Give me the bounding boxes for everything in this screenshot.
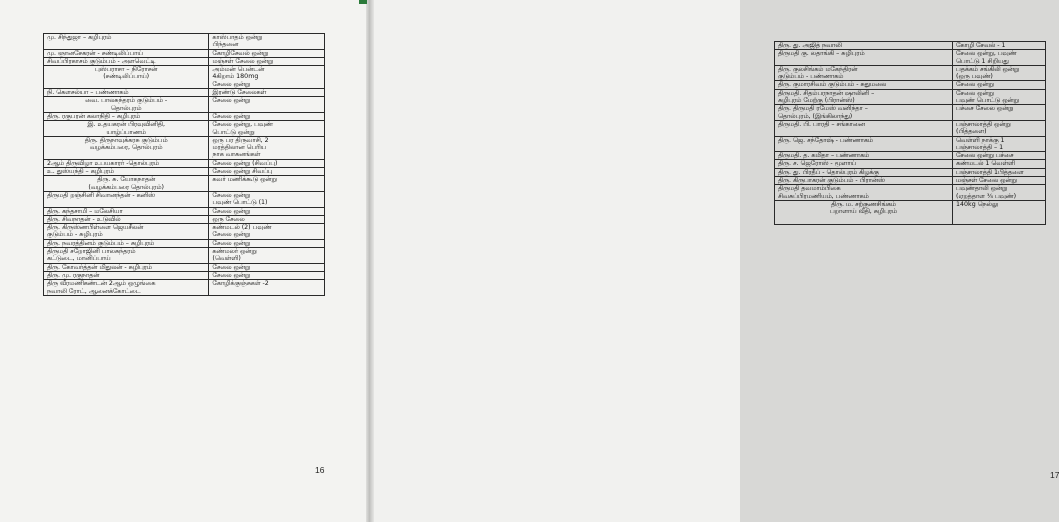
offering-line: சேலை ஒன்று, பவுண் bbox=[212, 121, 273, 129]
table-row bbox=[44, 239, 325, 247]
donor-name-cell bbox=[775, 168, 953, 176]
table-row bbox=[775, 42, 1046, 50]
offering-line: அம்மன் பென்டன் bbox=[212, 66, 265, 74]
offering-line: சேலை ஒன்று bbox=[212, 239, 251, 247]
donor-name-line: திருமதி. பி. பாரதி – சங்கானை bbox=[778, 120, 865, 128]
offering-line: சேலை ஒன்று சிவப்பு bbox=[212, 168, 273, 176]
donor-name-line: திரு. கோவர்த்தன் மிதுலன் - சுழிபுரம் bbox=[47, 263, 152, 271]
offering-cell bbox=[209, 168, 325, 176]
donor-name-cell bbox=[775, 185, 953, 201]
table-row bbox=[44, 263, 325, 271]
page-16 bbox=[0, 0, 370, 522]
offering-cell bbox=[209, 159, 325, 167]
offering-cell bbox=[953, 120, 1046, 136]
table-row bbox=[775, 120, 1046, 136]
donor-name-line: திரு. ஜெ. சந்தோஷ் - பண்ணாகம் bbox=[778, 136, 873, 144]
offering-cell bbox=[209, 263, 325, 271]
offering-cell bbox=[209, 239, 325, 247]
offering-line: பஞ்சாலாத்தி ஒன்று bbox=[956, 120, 1011, 128]
donor-name-line: திரு. ச. ஜெரோஸ் - மூளாய் bbox=[778, 160, 857, 168]
offering-line: வெள்ளி நாக்கு 1 bbox=[956, 136, 1005, 144]
donor-name-line: தொல்புரம், (இங்கிலாந்து) bbox=[778, 112, 853, 120]
offering-cell bbox=[209, 176, 325, 192]
donor-name-line: திரு. திருமதி ரமேஸ் வனிந்தா – bbox=[778, 105, 868, 113]
table-row bbox=[44, 49, 325, 57]
donor-name-line: நவாலி ரோட், ஆனைக்கோட்டை bbox=[47, 287, 141, 295]
donor-name-cell bbox=[44, 224, 209, 240]
table-row bbox=[775, 65, 1046, 81]
offering-line: கோழி சேவல் - 1 bbox=[956, 42, 1006, 49]
offering-line: (வெள்ளி) bbox=[212, 255, 241, 263]
offering-line: ஒரு பர திருவாசி, 2 bbox=[212, 136, 269, 144]
offering-line: சேலை ஒன்று bbox=[212, 207, 251, 215]
offering-line: சேலை ஒன்று பச்சை bbox=[956, 152, 1014, 160]
table-row bbox=[44, 34, 325, 50]
donor-name-line: மு. சிந்துஜா – கழிபுரம் bbox=[47, 34, 112, 41]
donor-name-line: திரு. குமாரசிவம் குடும்பம் - சுதுமலை bbox=[778, 81, 887, 89]
donor-name-line: சிவசுப்பிரமணியம், பண்ணாகம் bbox=[778, 192, 869, 200]
donor-name-line: திருமதி சறோஜினி பாலசுந்தரம் bbox=[47, 248, 136, 256]
offering-cell bbox=[953, 105, 1046, 121]
donor-name-cell bbox=[44, 112, 209, 120]
donor-name-cell bbox=[775, 89, 953, 105]
donor-name-cell bbox=[44, 159, 209, 167]
donor-name-line: திரு. நவரத்தினம் குடும்பம் – சுழிபுரம் bbox=[47, 239, 155, 247]
donor-name-cell bbox=[775, 42, 953, 50]
table-row bbox=[775, 177, 1046, 185]
offering-line: சேலை ஒன்று bbox=[212, 271, 251, 279]
binding-mark bbox=[359, 0, 367, 4]
offering-line: பவுண்தாலி ஒன்று bbox=[956, 185, 1008, 193]
donor-name-cell bbox=[44, 121, 209, 137]
donor-name-line: குடும்பம் - பண்ணாகம் bbox=[778, 73, 844, 81]
donor-name-line: (சண்டிலிப்பாய்) bbox=[103, 73, 150, 81]
offering-cell bbox=[953, 177, 1046, 185]
table-row bbox=[44, 271, 325, 279]
donor-name-line: திரு. கிருபாகரன் குடும்பம் - பிரான்ஸ் bbox=[778, 177, 885, 185]
table-row bbox=[44, 215, 325, 223]
table-row bbox=[775, 152, 1046, 160]
offering-line: சேலை ஒன்று bbox=[212, 112, 251, 120]
offering-line: பஞ்சாலாத்தி – 1 bbox=[956, 143, 1004, 151]
offering-line: சேலை ஒன்று bbox=[956, 89, 994, 97]
offering-line: காஸ்பாதம் ஒன்று bbox=[212, 34, 263, 41]
offering-cell bbox=[209, 97, 325, 113]
table-row bbox=[44, 57, 325, 65]
page-number-right: 17 bbox=[1050, 470, 1059, 480]
table-row bbox=[44, 66, 325, 89]
offering-line: சேலை ஒன்று bbox=[212, 191, 251, 199]
donor-name-line: 2ஆம் திருவிழா உபயகாரர் -தொல்புரம் bbox=[47, 159, 160, 167]
donor-name-cell bbox=[775, 105, 953, 121]
table-row bbox=[44, 224, 325, 240]
donor-name-line: திரு. மு. ரகுநாதன் bbox=[47, 271, 100, 279]
offering-cell bbox=[209, 112, 325, 120]
donor-name-line: திரு. ம. சற்குணசிங்கம் bbox=[831, 200, 896, 208]
donor-name-cell bbox=[44, 176, 209, 192]
offering-line: மரத்திலான பெரிய bbox=[212, 144, 267, 152]
table-row bbox=[44, 121, 325, 137]
offering-line: ஒரு சேலை bbox=[212, 215, 245, 223]
offering-line: இரண்டு சேலைகள் bbox=[212, 89, 267, 97]
offering-cell bbox=[953, 200, 1046, 224]
donor-name-cell bbox=[775, 160, 953, 168]
donor-name-cell bbox=[775, 65, 953, 81]
offering-line: சேலை ஒன்று bbox=[212, 97, 251, 105]
donor-name-cell bbox=[44, 34, 209, 50]
donor-name-cell bbox=[44, 89, 209, 97]
donor-name-line: குடும்பம் - சுழிபுரம் bbox=[47, 231, 103, 239]
offering-cell bbox=[209, 207, 325, 215]
donor-name-cell bbox=[44, 248, 209, 264]
offering-line: கவர் மணிக்கூடு ஒன்று bbox=[212, 176, 277, 184]
table-row bbox=[775, 160, 1046, 168]
table-row bbox=[44, 207, 325, 215]
donor-name-cell bbox=[775, 200, 953, 224]
offering-line: சேலை ஒன்று bbox=[956, 81, 994, 89]
donor-name-cell bbox=[775, 120, 953, 136]
table-row bbox=[44, 168, 325, 176]
donor-name-line: திருமதி தவமாம்பிகை bbox=[778, 185, 841, 193]
offering-line: கோழிசேவல் ஒன்று bbox=[212, 49, 269, 57]
table-row bbox=[44, 176, 325, 192]
offering-line: (ஏறத்தாள ¾ பவுண்) bbox=[956, 192, 1017, 200]
offering-cell bbox=[209, 89, 325, 97]
table-row bbox=[775, 200, 1046, 224]
offering-cell bbox=[953, 136, 1046, 152]
donor-table-left bbox=[43, 33, 325, 296]
offering-cell bbox=[209, 248, 325, 264]
donor-name-line: யாழ்ப்பாணம் bbox=[106, 128, 146, 136]
table-row bbox=[44, 248, 325, 264]
donor-name-line: திரு. து. அஜித் நவாலி bbox=[778, 42, 842, 49]
offering-line: (ஒரு பவுண்) bbox=[956, 73, 993, 81]
donor-name-cell bbox=[775, 50, 953, 66]
donor-name-line: (வழக்கம்பரை தொல்புரம்) bbox=[88, 183, 164, 191]
book-gutter bbox=[366, 0, 374, 522]
offering-line: பஞ்சாலாத்தி 1பித்தளை bbox=[956, 168, 1024, 176]
offering-cell bbox=[209, 280, 325, 296]
page-number-left: 16 bbox=[315, 465, 325, 475]
donor-name-cell bbox=[775, 152, 953, 160]
offering-cell bbox=[953, 81, 1046, 89]
donor-name-line: நி. கௌசல்யா – பண்ணாகம் bbox=[47, 89, 129, 97]
offering-line: சேலை ஒன்று bbox=[212, 263, 251, 271]
table-row bbox=[775, 168, 1046, 176]
donor-name-cell bbox=[44, 136, 209, 159]
offering-line: 140kg நெல்லு bbox=[956, 200, 999, 208]
donor-name-line: இ. உதயகரன் பிரவுவினிதி, bbox=[87, 121, 165, 129]
offering-line: மஞ்சள் சேலை ஒன்று bbox=[956, 177, 1017, 185]
donor-name-cell bbox=[44, 263, 209, 271]
table-row bbox=[44, 136, 325, 159]
offering-line: சேலை ஒன்று, பவுண் bbox=[956, 50, 1017, 58]
offering-line: பொட்டு 1 சிறியது bbox=[956, 57, 1009, 65]
donor-name-line: கட்டுடை, மானிப்பாய் bbox=[47, 255, 111, 263]
offering-cell bbox=[209, 49, 325, 57]
offering-cell bbox=[209, 191, 325, 207]
donor-name-line: திரு. கந்தசாமி – மலேசியா bbox=[47, 207, 123, 215]
donor-name-line: வை. பாலசுந்தரம் குடும்பம் - bbox=[85, 97, 168, 105]
donor-name-cell bbox=[44, 97, 209, 113]
donor-name-line: மு. ஞானசேகரன் - சண்டிலிப்பாய் bbox=[47, 49, 143, 57]
table-row bbox=[44, 89, 325, 97]
offering-line: சேலை ஒன்று (சிவப்பு) bbox=[212, 159, 278, 167]
offering-line: சேலை ஒன்று bbox=[212, 80, 251, 88]
offering-cell bbox=[953, 50, 1046, 66]
donor-name-line: புஸ்பராசா – நிரோசன் bbox=[94, 66, 158, 74]
donor-name-line: திரு. சு. யோகநாதன் bbox=[97, 176, 156, 184]
donor-name-cell bbox=[44, 239, 209, 247]
donor-name-line: உ. துஸ்யந்தி – கழிபுரம் bbox=[47, 168, 114, 176]
offering-cell bbox=[209, 224, 325, 240]
offering-cell bbox=[209, 136, 325, 159]
offering-cell bbox=[209, 34, 325, 50]
donor-name-line: திரு. ரகுபரன் கலாநிதி – சுழிபுரம் bbox=[47, 112, 141, 120]
offering-cell bbox=[209, 66, 325, 89]
donor-name-cell bbox=[775, 177, 953, 185]
table-row bbox=[775, 105, 1046, 121]
offering-cell bbox=[953, 42, 1046, 50]
offering-line: பவுண் பொட்டு ஒன்று bbox=[956, 97, 1019, 105]
offering-line: கண்மடல் 1 வெள்ளி bbox=[956, 160, 1015, 168]
donor-name-line: திருமதி. த. கமிதா – பண்ணாகம் bbox=[778, 152, 870, 160]
offering-line: சேலை ஒன்று bbox=[212, 231, 251, 239]
offering-cell bbox=[953, 160, 1046, 168]
donor-name-line: திரு வீரமணிகண்டன் 2ஆம் ஒழுங்கை bbox=[47, 280, 156, 288]
offering-line: மஞ்சள் சேலை ஒன்று bbox=[212, 57, 274, 65]
offering-line: பதக்கம் சங்கிலி ஒன்று bbox=[956, 65, 1020, 73]
donor-name-cell bbox=[44, 49, 209, 57]
donor-name-line: சுழிபுரம் மேற்கு (பிரான்ஸ்) bbox=[778, 97, 855, 105]
donor-name-line: திரு. து. பிரதீப் - தொல்புரம் கிழக்கு bbox=[778, 168, 879, 176]
offering-line: (பித்தளை) bbox=[956, 128, 987, 136]
table-row bbox=[44, 112, 325, 120]
donor-name-line: திருமதி கு. லதாங்கி – சுழிபுரம் bbox=[778, 50, 865, 58]
offering-line: பச்சை சேலை ஒன்று bbox=[956, 105, 1014, 113]
donor-name-cell bbox=[775, 136, 953, 152]
donor-name-cell bbox=[44, 207, 209, 215]
table-row bbox=[775, 185, 1046, 201]
donor-name-line: திரு. குலசிங்கம் மகேந்திரன் bbox=[778, 65, 858, 73]
offering-line: கண்மடல் (2) பவுண் bbox=[212, 224, 272, 232]
offering-line: நாக வாகனங்கள் bbox=[212, 151, 261, 159]
table-row bbox=[775, 89, 1046, 105]
offering-line: கண்மலர் ஒன்று bbox=[212, 248, 257, 256]
table-row bbox=[44, 97, 325, 113]
donor-name-line: தொல்புரம் bbox=[110, 104, 142, 112]
donor-name-line: திருமதி றஞ்சினி சிவானந்தன் - கனிஸ் bbox=[47, 191, 155, 199]
offering-cell bbox=[209, 271, 325, 279]
offering-cell bbox=[953, 185, 1046, 201]
donor-name-cell bbox=[44, 191, 209, 207]
table-row bbox=[775, 81, 1046, 89]
offering-line: கோழிக்குஞ்சுகள் -2 bbox=[212, 280, 269, 288]
donor-table-right bbox=[774, 41, 1046, 225]
table-row bbox=[775, 136, 1046, 152]
donor-name-cell bbox=[44, 168, 209, 176]
donor-name-line: திரு. கிருஸ்ணபிள்ளை ஜெயசீலன் bbox=[47, 224, 144, 232]
donor-name-line: சிவப்பிரகாசம் குடும்பம் - அளவெட்டி bbox=[47, 57, 156, 65]
donor-name-line: திரு. சிவநாதன் - உடுவில் bbox=[47, 215, 121, 223]
page-17 bbox=[370, 0, 1059, 522]
offering-cell bbox=[953, 152, 1046, 160]
offering-cell bbox=[209, 57, 325, 65]
offering-cell bbox=[209, 121, 325, 137]
offering-line: பொட்டு ஒன்று bbox=[212, 128, 255, 136]
offering-cell bbox=[209, 215, 325, 223]
offering-cell bbox=[953, 89, 1046, 105]
offering-line: 4கிறாம் 180mg bbox=[212, 73, 259, 81]
donor-name-cell bbox=[44, 57, 209, 65]
offering-line: பிந்தனை bbox=[212, 41, 239, 49]
table-row bbox=[44, 159, 325, 167]
offering-line: பவுண் பொட்டு (1) bbox=[212, 199, 268, 207]
donor-name-line: திருமதி. சிதம்பரநாதன் ஷாலினி – bbox=[778, 89, 875, 97]
donor-name-cell bbox=[44, 215, 209, 223]
table-row bbox=[775, 50, 1046, 66]
table-row bbox=[44, 191, 325, 207]
donor-name-cell bbox=[44, 66, 209, 89]
donor-name-line: பறாளாய் வீதி, சுழிபுரம் bbox=[829, 208, 898, 216]
donor-name-line: திரு. திருநாவுக்கரசு குடும்பம் bbox=[84, 136, 168, 144]
offering-cell bbox=[953, 168, 1046, 176]
donor-name-cell bbox=[775, 81, 953, 89]
donor-name-cell bbox=[44, 271, 209, 279]
donor-name-cell bbox=[44, 280, 209, 296]
offering-cell bbox=[953, 65, 1046, 81]
table-row bbox=[44, 280, 325, 296]
donor-name-line: வழக்கம்பரை, தொல்புரம் bbox=[89, 144, 163, 152]
